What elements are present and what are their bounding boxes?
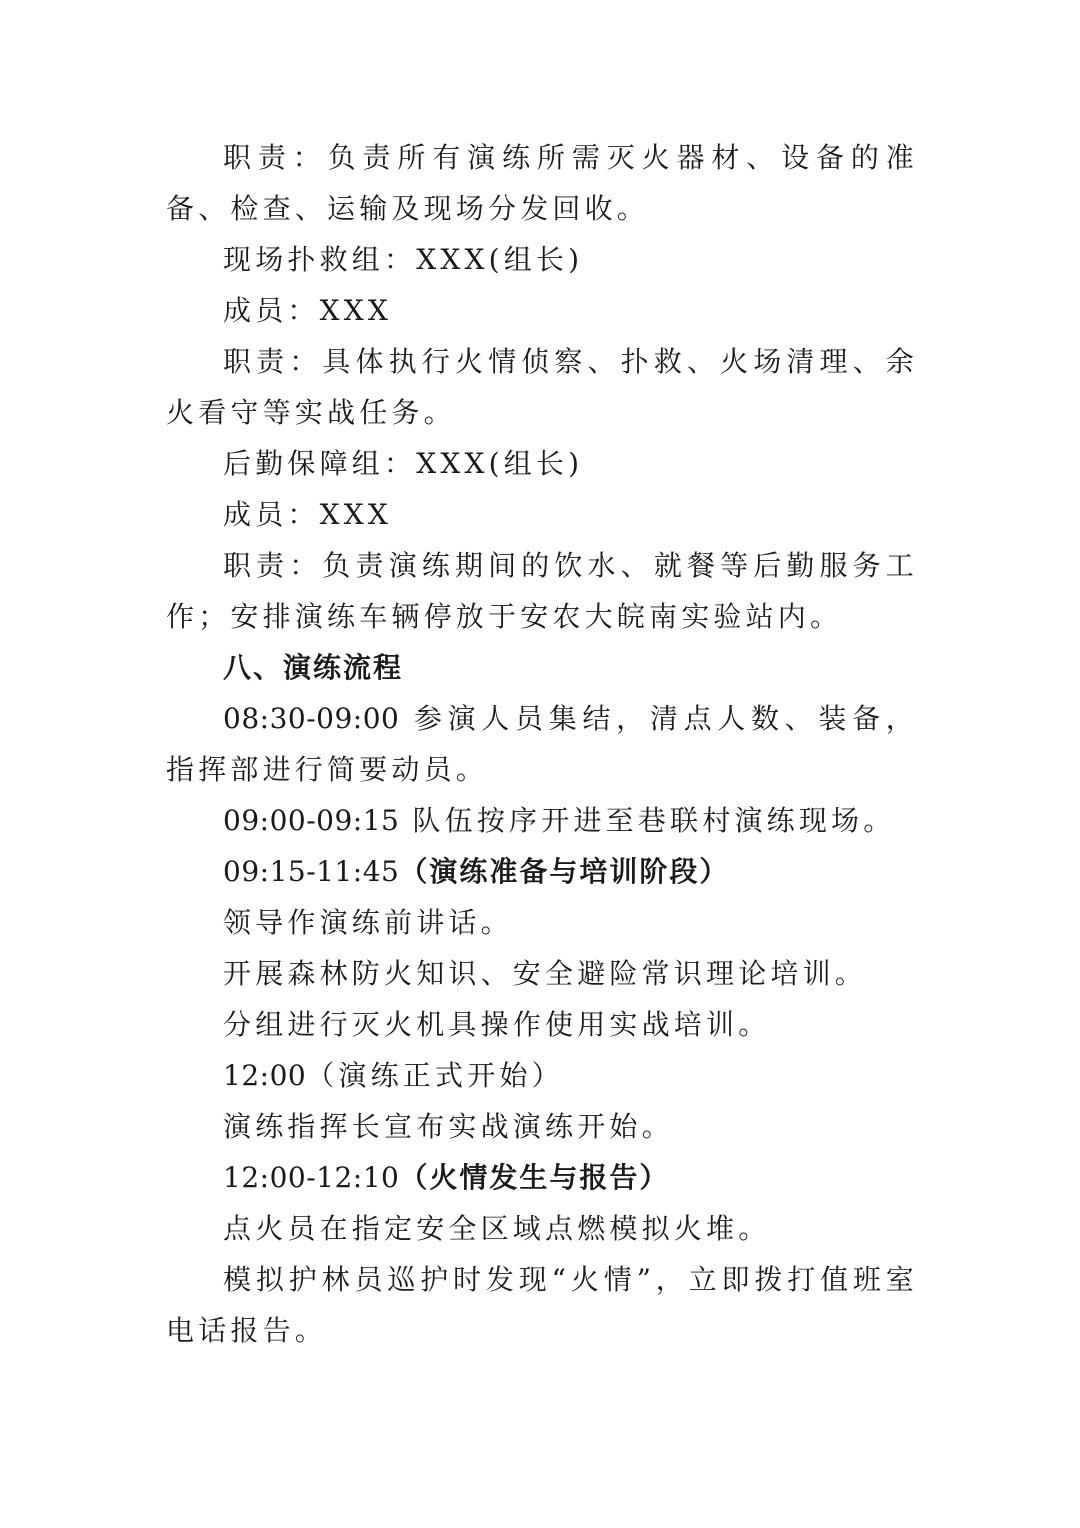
paragraph-support-group-members: 成员：XXX <box>223 498 393 531</box>
schedule-time: 12:00 <box>223 1059 307 1092</box>
paragraph-leader-speech: 领导作演练前讲话。 <box>223 906 513 939</box>
paragraph-commander-announcement: 演练指挥长宣布实战演练开始。 <box>223 1110 674 1143</box>
paragraph-equipment-training: 分组进行灭火机具操作使用实战培训。 <box>223 1008 771 1041</box>
paragraph-schedule-march <box>166 795 918 846</box>
schedule-time: 12:00-12:10 <box>223 1161 400 1194</box>
schedule-phase-title: （火情发生与报告） <box>399 1161 670 1194</box>
paragraph-logistics-duty: 职责：负责所有演练所需灭火器材、设备的准备、检查、运输及现场分发回收。 <box>166 141 918 225</box>
schedule-phase-title: （演练准备与培训阶段） <box>399 855 730 888</box>
paragraph-schedule-training <box>166 846 918 897</box>
schedule-time: 08:30-09:00 <box>223 702 400 735</box>
paragraph-schedule-start <box>166 1050 918 1101</box>
paragraph-support-group-duty: 职责：负责演练期间的饮水、就餐等后勤服务工作；安排演练车辆停放于安农大皖南实验站内。 <box>166 549 918 633</box>
paragraph-ignition: 点火员在指定安全区域点燃模拟火堆。 <box>223 1212 771 1245</box>
paragraph-rescue-group-members: 成员：XXX <box>223 294 393 327</box>
schedule-text: 队伍按序开进至巷联村演练现场。 <box>399 804 896 837</box>
paragraph-rescue-group-duty: 职责：具体执行火情侦察、扑救、火场清理、余火看守等实战任务。 <box>166 345 918 429</box>
paragraph-theory-training: 开展森林防火知识、安全避险常识理论培训。 <box>223 957 868 990</box>
schedule-time: 09:15-11:45 <box>223 855 400 888</box>
schedule-phase-title: （演练正式开始） <box>306 1059 564 1092</box>
paragraph-ranger-report: 模拟护林员巡护时发现“火情”，立即拨打值班室电话报告。 <box>166 1263 919 1347</box>
paragraph-schedule-assembly <box>166 693 918 795</box>
schedule-text: 参演人员集结，清点人数、装备，指挥部进行简要动员。 <box>166 702 918 786</box>
section-heading: 八、演练流程 <box>223 651 404 684</box>
paragraph-schedule-fire-report <box>166 1152 918 1203</box>
document-body <box>166 132 918 1356</box>
schedule-time: 09:00-09:15 <box>223 804 400 837</box>
paragraph-support-group-leader: 后勤保障组：XXX(组长) <box>223 447 584 480</box>
paragraph-rescue-group-leader: 现场扑救组：XXX(组长) <box>223 243 584 276</box>
